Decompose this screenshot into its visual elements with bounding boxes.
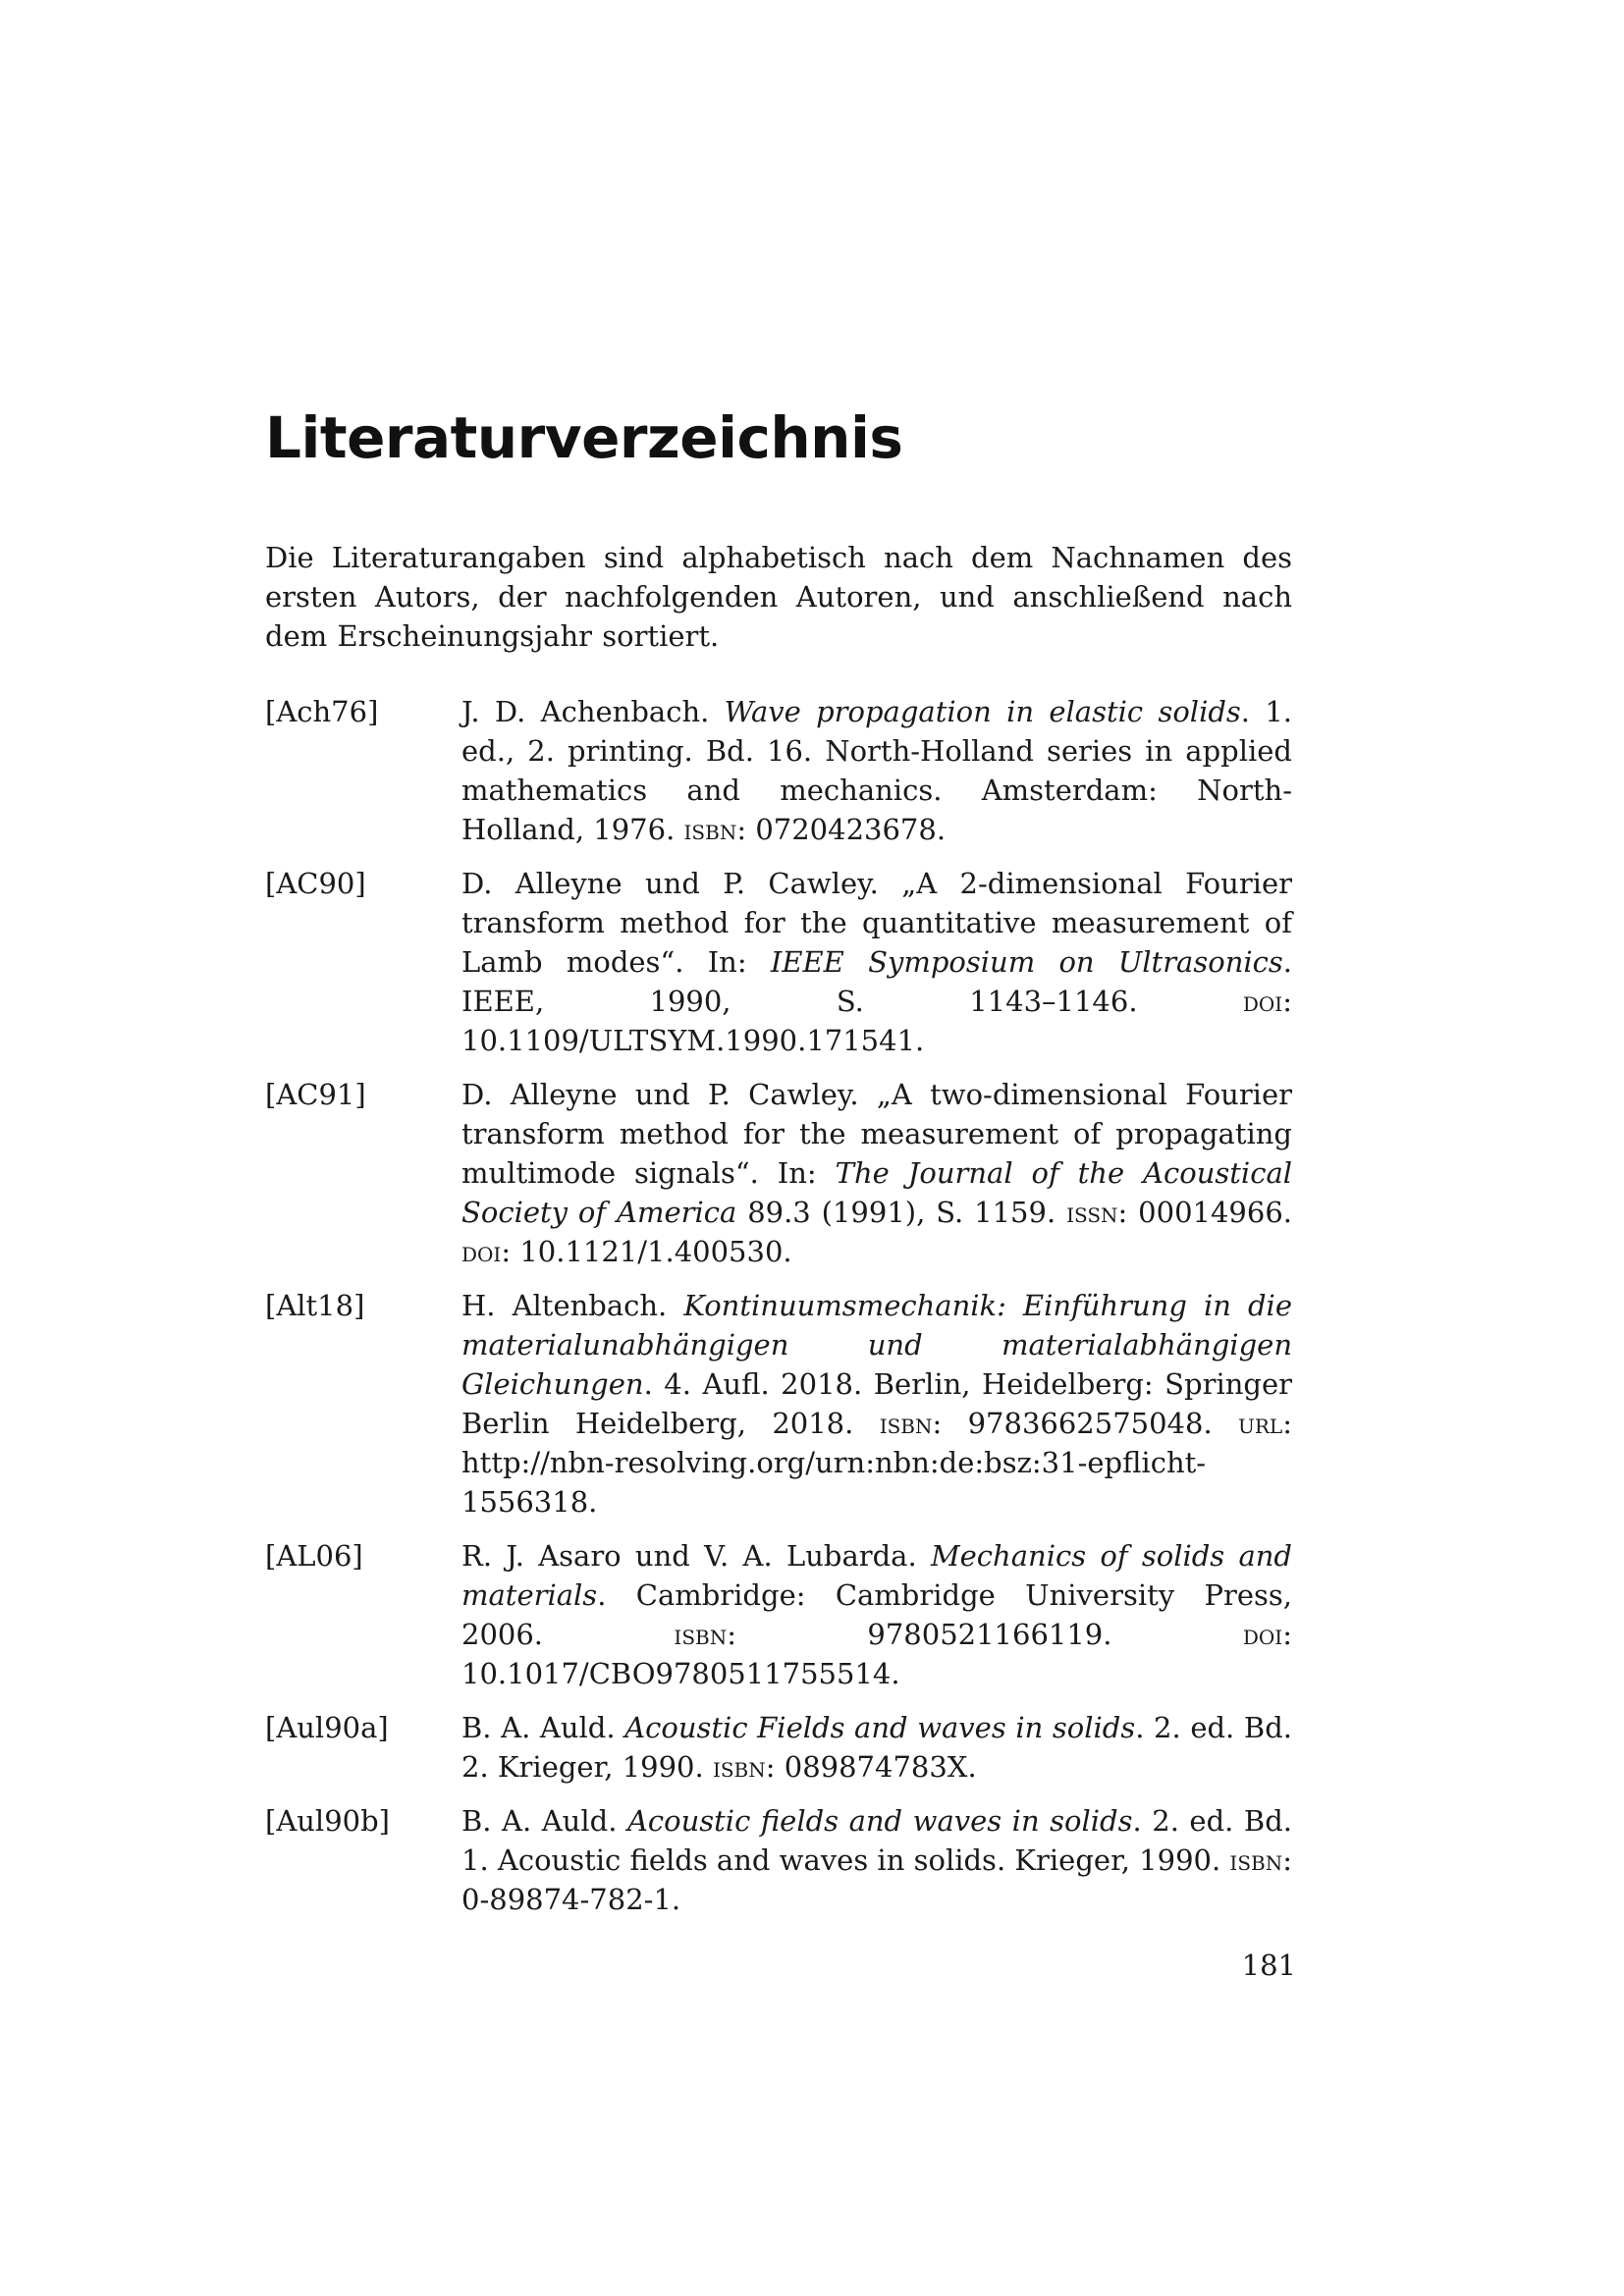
bib-id-label: isbn bbox=[683, 813, 737, 846]
bib-entry bbox=[265, 1075, 1292, 1271]
bib-key: [AC91] bbox=[265, 1078, 366, 1111]
bib-id-label: isbn bbox=[879, 1407, 933, 1440]
bib-text bbox=[461, 1801, 1292, 1919]
bib-id-label: issn bbox=[1066, 1196, 1118, 1229]
bib-authors: R. J. Asaro und V. A. Lubarda. bbox=[461, 1539, 931, 1573]
bib-title: IEEE Symposium on Ultrasonics bbox=[770, 945, 1283, 979]
bib-details: . 4. Aufl. 2018. Berlin, Heidelberg: Springer Berlin Heidelberg, 2018. bbox=[461, 1367, 1292, 1440]
bib-id-label: isbn bbox=[674, 1618, 728, 1651]
bib-text bbox=[461, 864, 1292, 1060]
bib-details: . Cambridge: Cambridge University Press, 2006. bbox=[461, 1578, 1292, 1651]
intro-paragraph: Die Literaturangaben sind alphabetisch nach dem Nachnamen des ersten Autors, der nachfolgenden Autoren, und anschließend nach dem Erscheinungsjahr sortiert. bbox=[265, 541, 1292, 653]
bib-details: . 2. ed. Bd. 1. Acoustic fields and waves in solids. Krieger, 1990. bbox=[461, 1804, 1292, 1877]
bib-id-value: : 00014966. bbox=[1117, 1196, 1293, 1229]
bib-title: Wave propagation in elastic solids bbox=[724, 695, 1241, 728]
bib-authors: J. D. Achenbach. bbox=[461, 695, 725, 728]
bib-key: [AL06] bbox=[265, 1539, 363, 1573]
bib-text bbox=[461, 1286, 1292, 1522]
bib-details: 89.3 (1991), S. 1159. bbox=[736, 1196, 1067, 1229]
bib-id-value: : 0-89874-782-1. bbox=[461, 1843, 1293, 1916]
bib-text bbox=[461, 692, 1292, 849]
bib-authors: D. Alleyne und P. Cawley. „A 2-dimensional Fourier transform method for the quantitative measurement of Lamb modes“. In: bbox=[461, 867, 1292, 979]
bib-title: Acoustic Fields and waves in solids bbox=[624, 1711, 1136, 1744]
bib-id-value: : 10.1121/1.400530. bbox=[501, 1235, 792, 1268]
bib-text bbox=[461, 1708, 1292, 1787]
bib-title: Mechanics of solids and materials bbox=[461, 1539, 1292, 1612]
bib-key: [Ach76] bbox=[265, 695, 379, 728]
bib-title: The Journal of the Acoustical Society of America bbox=[461, 1156, 1293, 1229]
bib-details: . IEEE, 1990, S. 1143–1146. bbox=[461, 945, 1292, 1018]
bib-id-label: isbn bbox=[1229, 1843, 1283, 1877]
page-number: 181 bbox=[1241, 1949, 1296, 1982]
bib-id-value: : 10.1109/ULTSYM.1990.171541. bbox=[461, 985, 1292, 1057]
bib-entry bbox=[265, 1536, 1292, 1693]
bib-id-label: doi bbox=[1242, 1618, 1283, 1651]
bib-id-label: isbn bbox=[712, 1750, 766, 1784]
bib-text bbox=[461, 1075, 1292, 1271]
bib-id-value: : 089874783X. bbox=[765, 1750, 977, 1784]
bib-id-label: url bbox=[1238, 1407, 1283, 1440]
page-title: Literaturverzeichnis bbox=[265, 404, 903, 471]
bib-key: [AC90] bbox=[265, 867, 366, 900]
bib-key: [Alt18] bbox=[265, 1289, 365, 1322]
bib-entry bbox=[265, 692, 1292, 849]
bib-entry bbox=[265, 864, 1292, 1060]
bib-entry bbox=[265, 1708, 1292, 1787]
bib-title: Kontinuumsmechanik: Einführung in die materialunabhängigen und materialabhängigen Gleichungen bbox=[461, 1289, 1292, 1401]
bib-url[interactable]: : http://nbn-resolving.org/urn:nbn:de:bsz:31-epflicht-1556318. bbox=[461, 1407, 1292, 1519]
bib-text bbox=[461, 1536, 1292, 1693]
bib-key: [Aul90b] bbox=[265, 1804, 390, 1838]
bib-id-value: : 10.1017/CBO9780511755514. bbox=[461, 1618, 1292, 1690]
bib-title: Acoustic fields and waves in solids bbox=[626, 1804, 1133, 1838]
bib-entry bbox=[265, 1801, 1292, 1919]
bib-key: [Aul90a] bbox=[265, 1711, 389, 1744]
bib-entry bbox=[265, 1286, 1292, 1522]
bib-id-label: doi bbox=[1242, 985, 1283, 1018]
bib-details: . 2. ed. Bd. 2. Krieger, 1990. bbox=[461, 1711, 1292, 1784]
bib-id-value: : 0720423678. bbox=[736, 813, 947, 846]
bib-authors: B. A. Auld. bbox=[461, 1711, 625, 1744]
bibliography-list bbox=[265, 692, 1292, 1934]
bib-id-value: : 9780521166119. bbox=[727, 1618, 1243, 1651]
bib-details: . 1. ed., 2. printing. Bd. 16. North-Holland series in applied mathematics and mechanics. Amsterdam: North-Holland, 1976. bbox=[461, 695, 1292, 846]
bib-id-value: : 9783662575048. bbox=[932, 1407, 1239, 1440]
bib-authors: H. Altenbach. bbox=[461, 1289, 684, 1322]
bib-id-label: doi bbox=[461, 1235, 502, 1268]
bib-authors: D. Alleyne und P. Cawley. „A two-dimensional Fourier transform method for the measurement of propagating multimode signals“. In: bbox=[461, 1078, 1292, 1190]
bib-authors: B. A. Auld. bbox=[461, 1804, 627, 1838]
